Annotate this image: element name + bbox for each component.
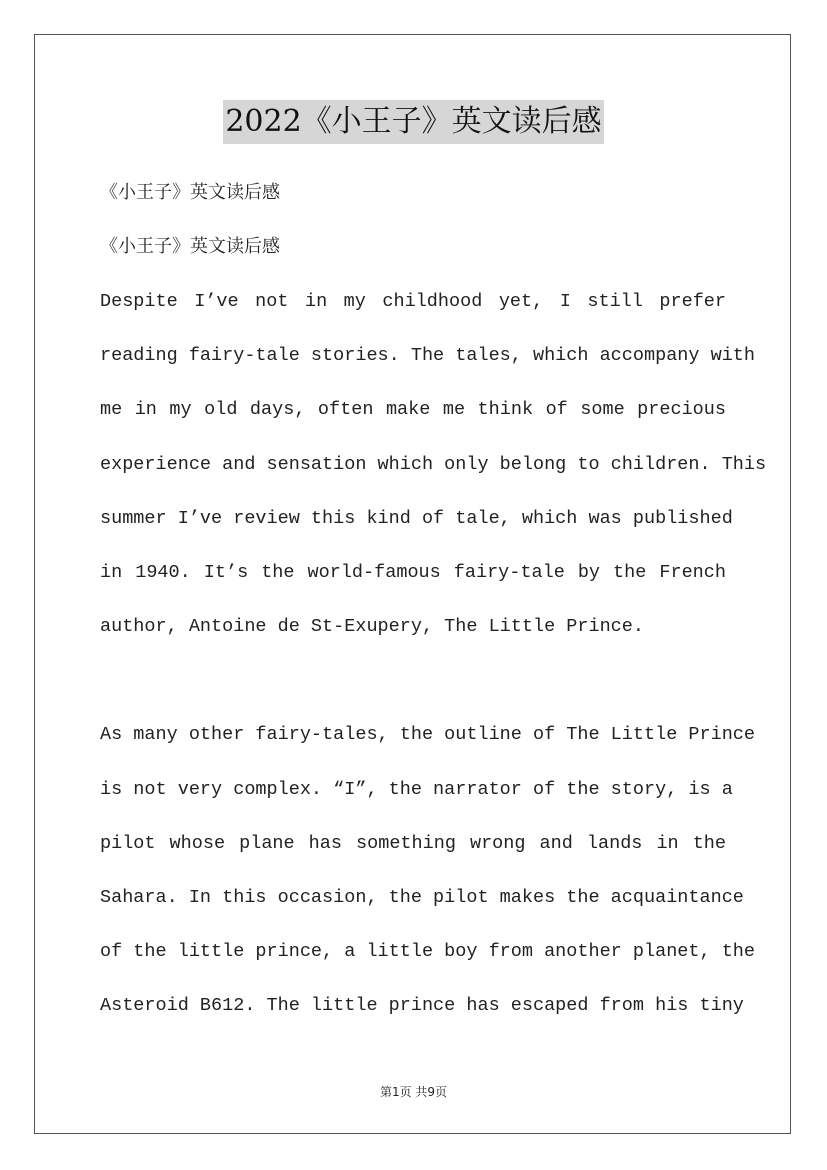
document-title: 2022《小王子》英文读后感 [223, 100, 603, 144]
paragraph-line: pilot whose plane has something wrong and lands in the [100, 833, 726, 854]
paragraph-line: reading fairy-tale stories. The tales, which accompany with [100, 345, 756, 366]
paragraph-line: in 1940. It’s the world-famous fairy-tale by the French [100, 562, 726, 583]
paragraph-line: As many other fairy-tales, the outline of The Little Prince [100, 724, 756, 745]
paragraph-line: me in my old days, often make me think of some precious [100, 399, 726, 420]
page-footer: 第1页 共9页 [379, 1085, 448, 1099]
paragraph-line: author, Antoine de St-Exupery, The Little Prince. [100, 616, 644, 637]
paragraph-line: is not very complex. “I”, the narrator of the story, is a [100, 779, 733, 800]
paragraph-line: Sahara. In this occasion, the pilot makes the acquaintance [100, 887, 744, 908]
paragraph-line: summer I’ve review this kind of tale, which was published [100, 508, 733, 529]
subheading-2: 《小王子》英文读后感 [100, 236, 280, 257]
title-container [0, 100, 827, 144]
subheading-1: 《小王子》英文读后感 [100, 182, 280, 203]
paragraph-line: of the little prince, a little boy from another planet, the [100, 941, 756, 962]
paragraph-line: experience and sensation which only belong to children. This [100, 454, 767, 475]
paragraph-line: Despite I’ve not in my childhood yet, I still prefer [100, 291, 726, 312]
paragraph-line: Asteroid B612. The little prince has escaped from his tiny [100, 995, 744, 1016]
